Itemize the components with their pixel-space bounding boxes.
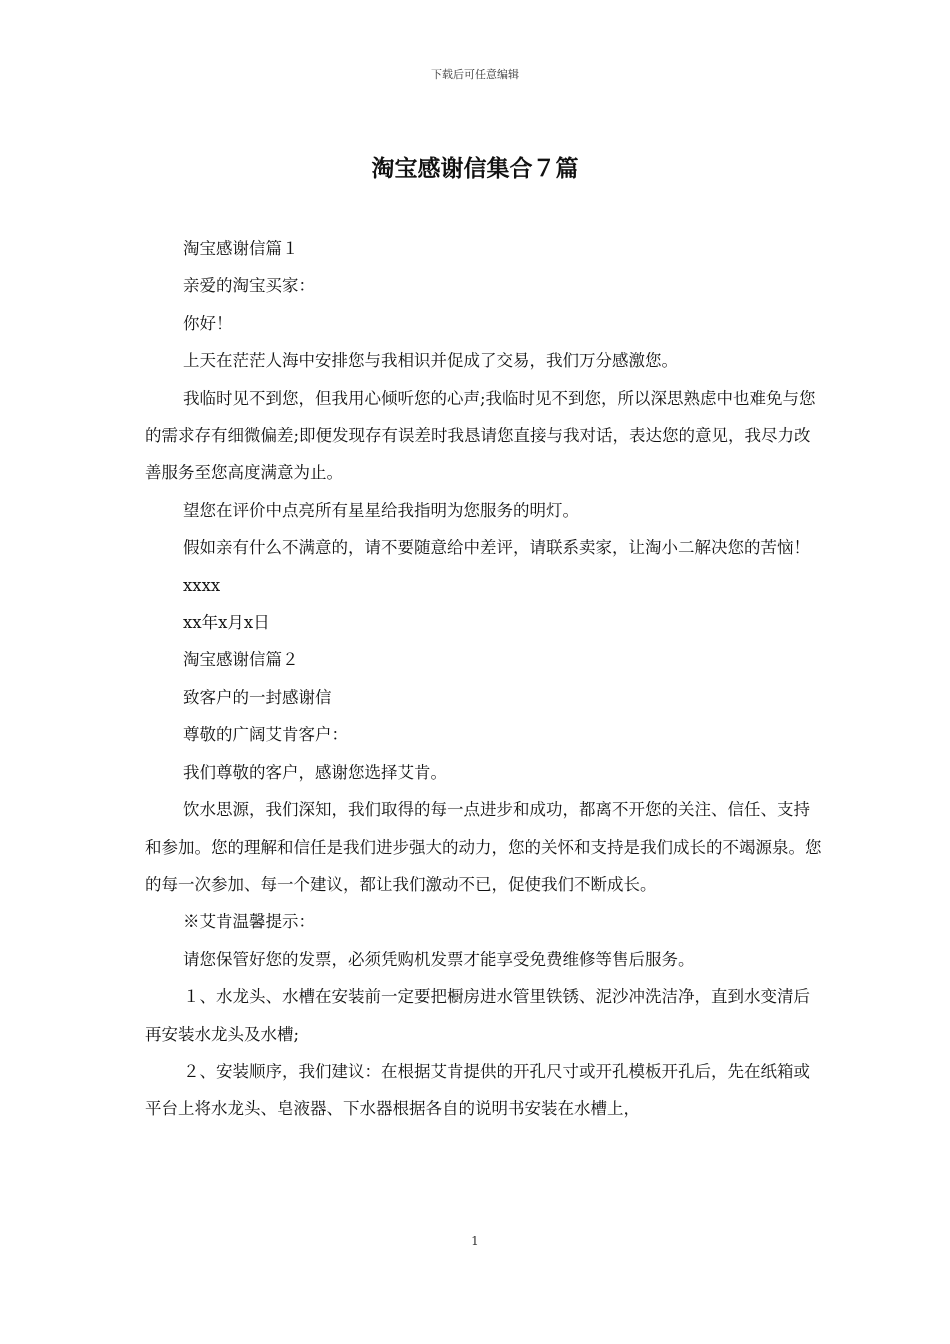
body-paragraph: 假如亲有什么不满意的，请不要随意给中差评，请联系卖家，让淘小二解决您的苦恼！ <box>183 538 810 558</box>
document-title: 淘宝感谢信集合７篇 <box>371 156 579 182</box>
salutation: 亲爱的淘宝买家： <box>183 276 315 296</box>
page-number: 1 <box>471 1234 479 1248</box>
body-paragraph: 上天在茫茫人海中安排您与我相识并促成了交易，我们万分感激您。 <box>183 351 678 371</box>
body-paragraph: 请您保管好您的发票，必须凭购机发票才能享受免费维修等售后服务。 <box>183 949 695 969</box>
date-line: xx年x月x日 <box>183 613 270 633</box>
section-heading-1: 淘宝感谢信篇１ <box>183 239 299 258</box>
tips-heading: ※艾肯温馨提示： <box>183 912 315 932</box>
body-paragraph: 望您在评价中点亮所有星星给我指明为您服务的明灯。 <box>183 500 579 520</box>
list-item: ２、安装顺序，我们建议：在根据艾肯提供的开孔尺寸或开孔模板开孔后，先在纸箱或平台上将水龙头、皂液器、下水器根据各自的说明书安装在水槽上， <box>145 1061 810 1119</box>
greeting: 你好！ <box>183 313 233 333</box>
signature: xxxx <box>183 575 221 595</box>
list-item: １、水龙头、水槽在安装前一定要把橱房进水管里铁锈、泥沙冲洗洁净，直到水变清后再安装水龙头及水槽; <box>145 987 810 1044</box>
body-paragraph: 我们尊敬的客户，感谢您选择艾肯。 <box>183 762 447 782</box>
page-header-note: 下载后可任意编辑 <box>431 68 519 81</box>
letter-title: 致客户的一封感谢信 <box>183 687 332 707</box>
section-heading-2: 淘宝感谢信篇２ <box>183 650 299 670</box>
salutation: 尊敬的广阔艾肯客户： <box>183 725 348 745</box>
body-paragraph: 我临时见不到您，但我用心倾听您的心声;我临时见不到您，所以深思熟虑中也难免与您的需求存有细微偏差;即便发现存有误差时我恳请您直接与我对话，表达您的意见，我尽力改善服务至您高度满意为止。 <box>145 388 816 483</box>
document-body <box>145 230 825 1128</box>
body-paragraph: 饮水思源，我们深知，我们取得的每一点进步和成功，都离不开您的关注、信任、支持和参加。您的理解和信任是我们进步强大的动力，您的关怀和支持是我们成长的不竭源泉。您的每一次参加、每一个建议，都让我们激动不已，促使我们不断成长。 <box>145 800 822 894</box>
